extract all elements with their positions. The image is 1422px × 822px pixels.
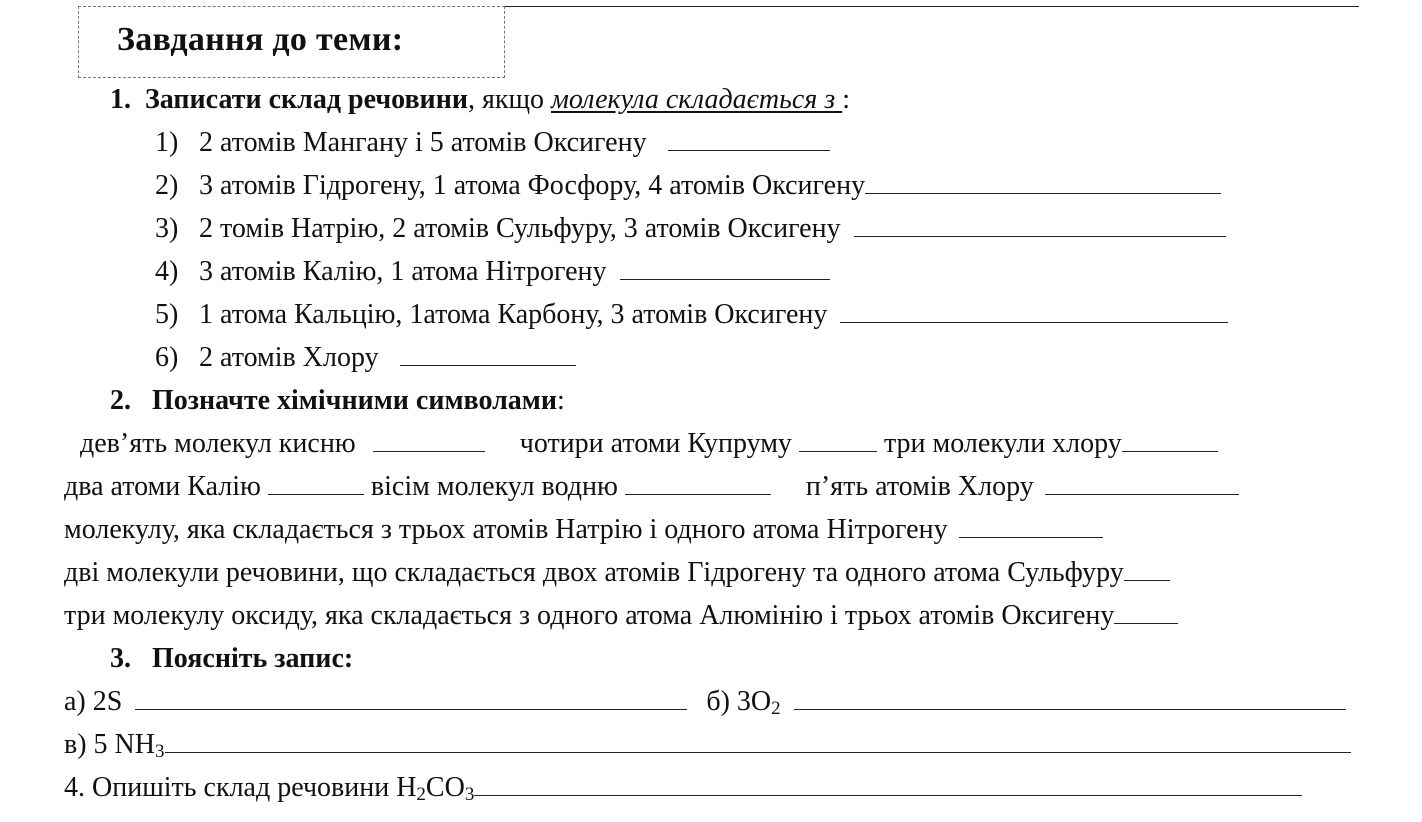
task2-line5: три молекулу оксиду, яка складається з одного атома Алюмінію і трьох атомів Оксигену (64, 599, 1178, 633)
task3-number: 3. (110, 643, 131, 674)
answer-blank[interactable] (865, 169, 1221, 194)
task2-heading: 2. Позначте хімічними символами: (110, 385, 565, 416)
task2-line1: дев’ять молекул кисню чотири атоми Купруму три молекули хлору (80, 427, 1218, 461)
list-item: 2) 3 атомів Гідрогену, 1 атома Фосфору, 4 атомів Оксигену (155, 169, 1221, 203)
answer-blank[interactable] (1122, 427, 1218, 452)
task2-line3: молекулу, яка складається з трьох атомів Натрію і одного атома Нітрогену (64, 513, 1103, 547)
list-item: 3) 2 томів Натрію, 2 атомів Сульфуру, 3 атомів Оксигену (155, 212, 1226, 246)
task1-number: 1. (110, 84, 131, 115)
answer-blank[interactable] (840, 298, 1228, 323)
answer-blank[interactable] (620, 255, 830, 280)
answer-blank[interactable] (794, 685, 1346, 710)
answer-blank[interactable] (400, 341, 576, 366)
task1-heading (110, 83, 850, 117)
task3-heading (110, 642, 353, 676)
answer-blank[interactable] (625, 470, 771, 495)
task1-middle: , якщо (467, 84, 552, 115)
answer-blank[interactable] (268, 470, 364, 495)
answer-blank[interactable] (135, 685, 687, 710)
top-rule (505, 6, 1359, 7)
answer-blank[interactable] (1045, 470, 1239, 495)
list-item: 6) 2 атомів Хлору (155, 341, 576, 375)
list-item: 1) 2 атомів Мангану і 5 атомів Оксигену (155, 126, 830, 160)
task2-line2: два атоми Калію вісім молекул водню п’ять атомів Хлору (64, 470, 1239, 504)
page-title: Завдання до теми: (117, 21, 404, 58)
task3-line-ab: а) 2S б) $3O_2$ (64, 685, 1346, 719)
task2-number: 2. (110, 385, 131, 416)
list-item: 4) 3 атомів Калію, 1 атома Нітрогену (155, 255, 830, 289)
answer-blank[interactable] (854, 212, 1226, 237)
answer-blank[interactable] (474, 771, 1302, 796)
answer-blank[interactable] (165, 728, 1351, 753)
answer-blank[interactable] (1114, 599, 1178, 624)
task3-line-c: в) 5 $NH_3$ (64, 728, 1351, 762)
answer-blank[interactable] (668, 126, 830, 151)
answer-blank[interactable] (799, 427, 877, 452)
title-box (78, 6, 505, 78)
task1-italic: молекула складається з (551, 84, 843, 115)
task1-end: : (842, 84, 850, 115)
list-item: 5) 1 атома Кальцію, 1атома Карбону, 3 атомів Оксигену (155, 298, 1228, 332)
answer-blank[interactable] (959, 513, 1103, 538)
task2-line4: дві молекули речовини, що складається двох атомів Гідрогену та одного атома Сульфуру (64, 556, 1170, 590)
answer-blank[interactable] (373, 427, 485, 452)
task1-bold: Записати склад речовини (145, 84, 468, 115)
task4-line: 4. Опишіть склад речовини $H_2CO_3$ (64, 771, 1302, 805)
task2-bold: Позначте хімічними символами (152, 385, 558, 416)
answer-blank[interactable] (1124, 556, 1170, 581)
task3-bold: Поясніть запис: (152, 643, 354, 674)
